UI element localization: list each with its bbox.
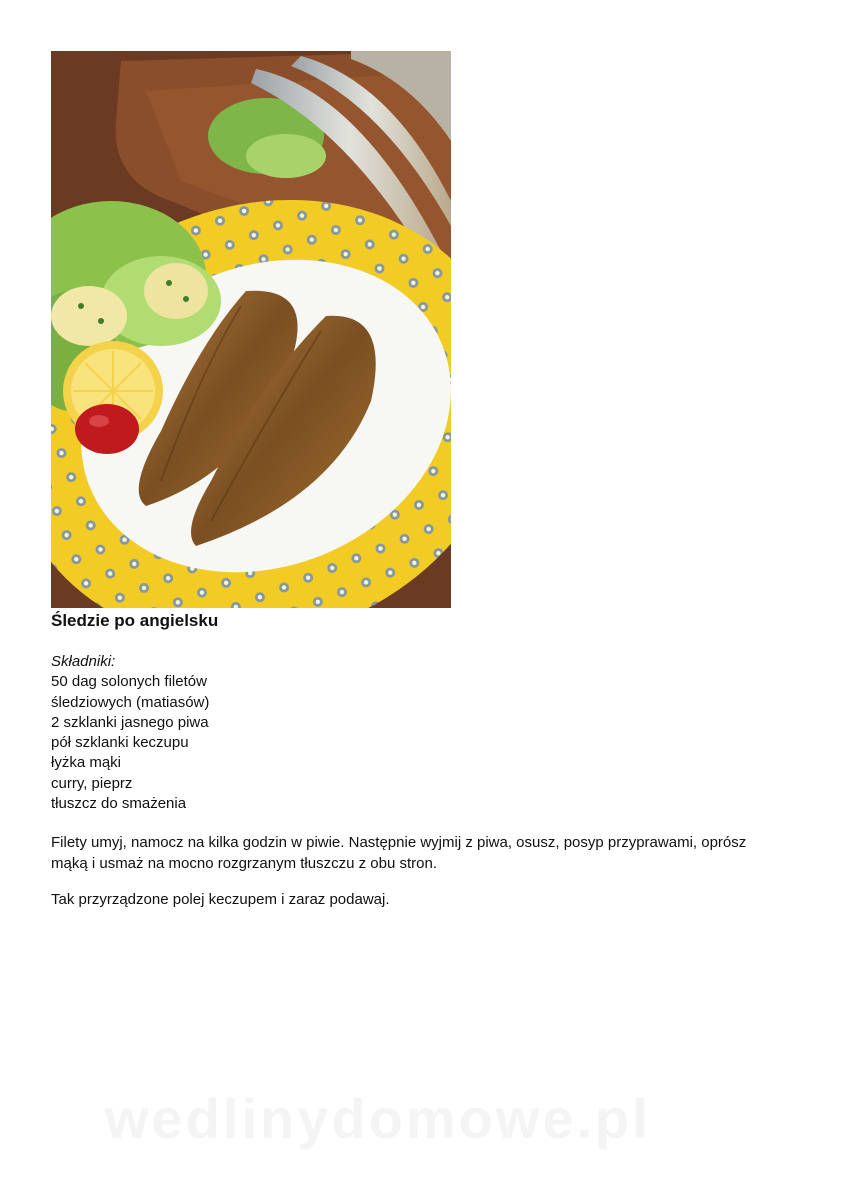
recipe-title: Śledzie po angielsku — [51, 611, 219, 630]
ingredient-item: curry, pieprz — [51, 774, 133, 792]
ingredient-item: śledziowych (matiasów) — [51, 693, 210, 711]
instructions-paragraph: Filety umyj, namocz na kilka godzin w piwie. Następnie wyjmij z piwa, osusz, posyp przyprawami, oprósz mąką i usmaż na mocno rozgrzanym tłuszczu z obu stron. — [51, 834, 747, 872]
ingredients-section — [51, 652, 209, 814]
watermark: wedlinydomowe.pl — [105, 1087, 651, 1150]
ingredients-list — [51, 672, 209, 814]
ingredient-item: tłuszcz do smażenia — [51, 795, 187, 813]
ingredient-item: 50 dag solonych filetów — [51, 673, 207, 691]
dish-photo — [51, 51, 451, 608]
ingredient-item: 2 szklanki jasnego piwa — [51, 713, 209, 731]
ingredient-item: pół szklanki keczupu — [51, 734, 189, 752]
ingredients-label: Składniki: — [51, 653, 116, 670]
ingredient-item: łyżka mąki — [51, 754, 122, 772]
serving-paragraph: Tak przyrządzone polej keczupem i zaraz podawaj. — [51, 891, 390, 908]
